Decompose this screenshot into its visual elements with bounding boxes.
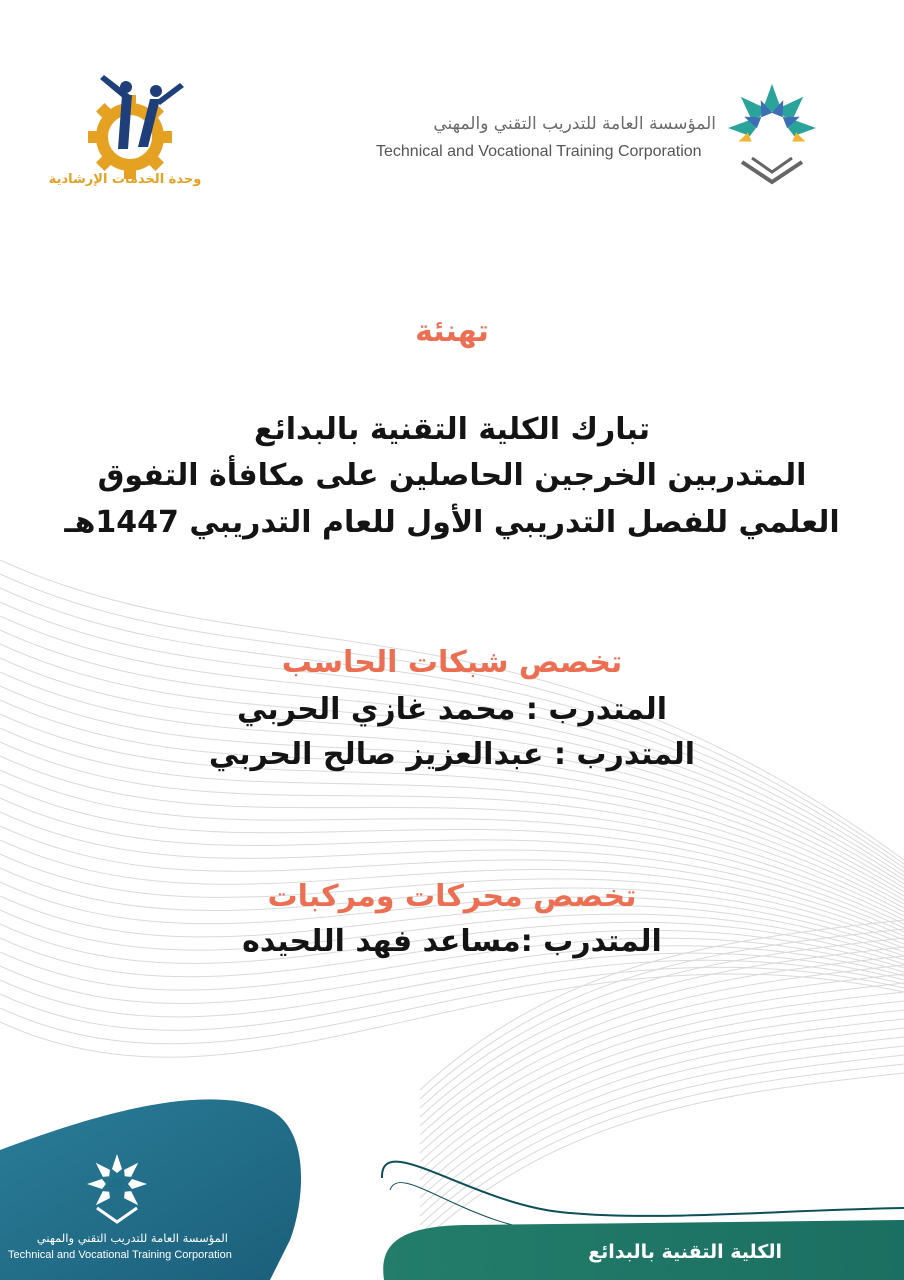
tvtc-name-ar: المؤسسة العامة للتدريب التقني والمهني [433, 114, 716, 134]
intro-line-1: تبارك الكلية التقنية بالبدائع [253, 412, 651, 447]
tvtc-name-en: Technical and Vocational Training Corporation [376, 143, 702, 160]
footer-org-name-en: Technical and Vocational Training Corporation [8, 1249, 232, 1261]
department-title-engines: تخصص محركات ومركبات [267, 879, 637, 914]
trainee-name: المتدرب :مساعد فهد اللحيده [242, 924, 662, 959]
intro-line-2: المتدربين الخرجين الحاصلين على مكافأة التفوق [97, 458, 807, 493]
intro-line-3: العلمي للفصل التدريبي الأول للعام التدريبي 1447هـ [64, 505, 840, 540]
wave-line [0, 960, 904, 1030]
trainee-name: المتدرب : محمد غازي الحربي [236, 692, 668, 727]
footer-org-name-ar: المؤسسة العامة للتدريب التقني والمهني [36, 1231, 228, 1245]
college-name: الكلية التقنية بالبدائع [588, 1241, 782, 1263]
tvtc-emblem-icon [722, 72, 822, 190]
trainee-name: المتدرب : عبدالعزيز صالح الحربي [208, 737, 696, 772]
guidance-unit-name: وحدة الخدمات الإرشادية [48, 172, 202, 187]
footer-tvtc-emblem-icon [84, 1150, 150, 1228]
department-title-networks: تخصص شبكات الحاسب [281, 645, 623, 680]
congrats-heading: تهنئة [415, 314, 489, 349]
wave-line [420, 938, 904, 1108]
wave-line [0, 700, 904, 900]
